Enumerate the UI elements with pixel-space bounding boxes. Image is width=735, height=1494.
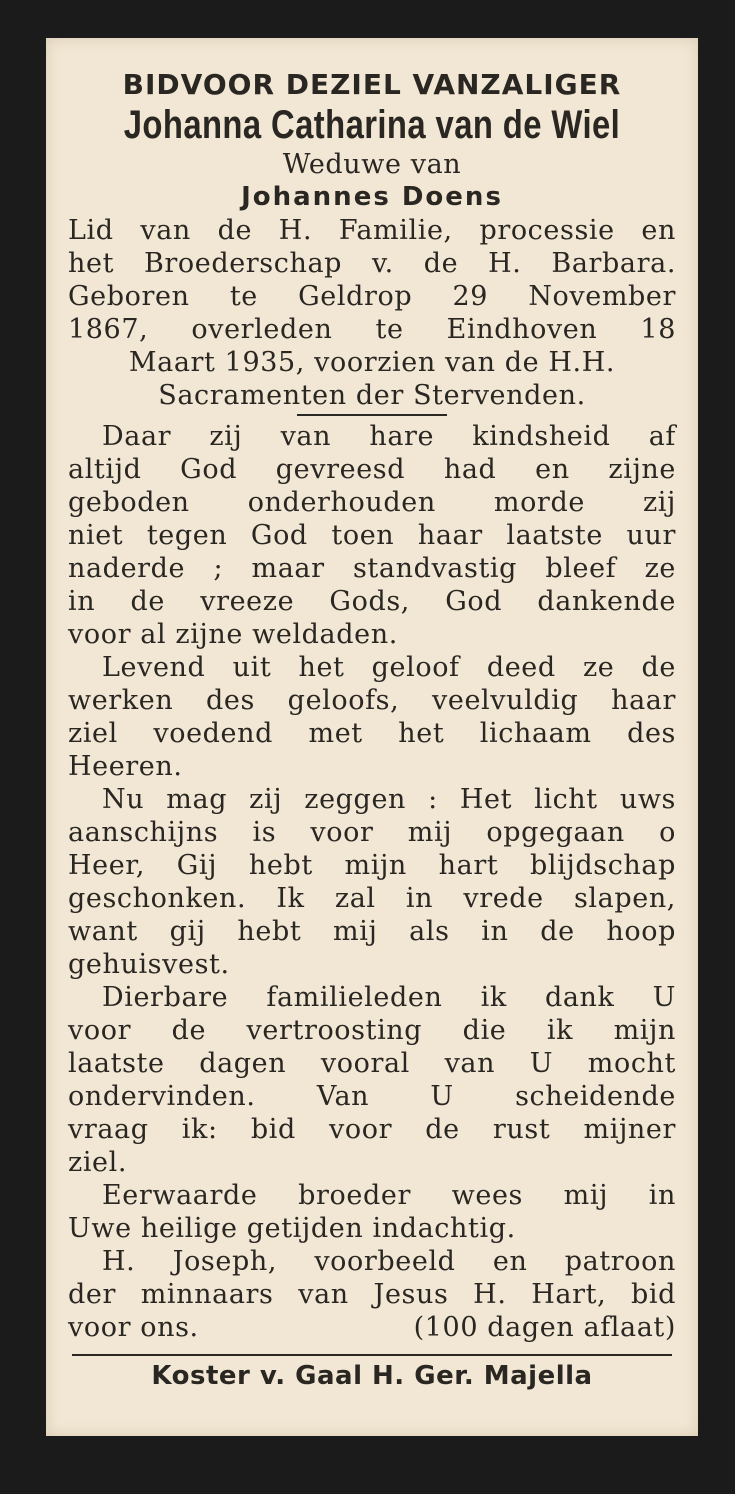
paragraph-1-line: naderde ; maar standvastig bleef ze xyxy=(68,553,676,584)
paragraph-3-line: want gij hebt mij als in de hoop xyxy=(68,916,676,947)
bio-line: Maart 1935, voorzien van de H.H. xyxy=(128,347,616,378)
bio-line: Sacramenten der Stervenden. xyxy=(158,380,586,411)
divider-short xyxy=(297,414,447,416)
paragraph-4-line: vraag ik: bid voor de rust mijner xyxy=(68,1114,676,1145)
paragraph-4-line: voor de vertroosting die ik mijn xyxy=(68,1015,676,1046)
paragraph-1-line: niet tegen God toen haar laatste uur xyxy=(68,520,676,551)
paragraph-5-line: Eerwaarde broeder wees mij in xyxy=(102,1180,676,1211)
bio-line: Geboren te Geldrop 29 November xyxy=(68,281,676,312)
deceased-name: Johanna Catharina van de Wiel xyxy=(123,103,621,147)
closing-row xyxy=(68,1311,676,1344)
paragraph-6-line: der minnaars van Jesus H. Hart, bid xyxy=(68,1279,676,1310)
paragraph-4-line: laatste dagen vooral van U mocht xyxy=(68,1048,676,1079)
bio-line: 1867, overleden te Eindhoven 18 xyxy=(68,314,676,345)
paragraph-4-line: ziel. xyxy=(68,1147,128,1178)
paragraph-1-line: in de vreeze Gods, God dankende xyxy=(68,586,676,617)
closing-prayer: voor ons. xyxy=(68,1312,199,1343)
paragraph-6-line: H. Joseph, voorbeeld en patroon xyxy=(102,1246,676,1277)
paragraph-1-line: voor al zijne weldaden. xyxy=(68,619,398,650)
paragraph-2-line: ziel voedend met het lichaam des xyxy=(68,718,676,749)
paragraph-2-line: werken des geloofs, veelvuldig haar xyxy=(68,685,676,716)
paragraph-2-line: Levend uit het geloof deed ze de xyxy=(102,652,676,683)
paragraph-3-line: aanschijns is voor mij opgegaan o xyxy=(68,817,676,848)
paragraph-5-line: Uwe heilige getijden indachtig. xyxy=(68,1213,516,1244)
paragraph-3-line: Nu mag zij zeggen : Het licht uws xyxy=(102,784,676,815)
card-heading: BIDVOOR DEZIEL VANZALIGER xyxy=(122,68,622,101)
paragraph-3-line: geschonken. Ik zal in vrede slapen, xyxy=(68,883,676,914)
paragraph-3-line: Heer, Gij hebt mijn hart blijdschap xyxy=(68,850,676,881)
paragraph-1-line: Daar zij van hare kindsheid af xyxy=(102,421,676,452)
paragraph-1-line: altijd God gevreesd had en zijne xyxy=(68,454,676,485)
paragraph-2-line: Heeren. xyxy=(68,751,183,782)
paragraph-4-line: Dierbare familieleden ik dank U xyxy=(102,982,676,1013)
bio-line: Lid van de H. Familie, processie en xyxy=(68,215,676,246)
paragraph-3-line: gehuisvest. xyxy=(68,949,230,980)
bio-line: het Broederschap v. de H. Barbara. xyxy=(68,248,676,279)
card-content xyxy=(68,68,676,1396)
paragraph-1-line: geboden onderhouden morde zij xyxy=(68,487,676,518)
printer-credit: Koster v. Gaal H. Ger. Majella xyxy=(151,1361,593,1391)
widow-of-label: Weduwe van xyxy=(282,149,462,180)
paragraph-4-line: ondervinden. Van U scheidende xyxy=(68,1081,676,1112)
spouse-name: Johannes Doens xyxy=(241,182,503,212)
memorial-card xyxy=(46,38,698,1436)
indulgence-note: (100 dagen aflaat) xyxy=(413,1312,676,1343)
